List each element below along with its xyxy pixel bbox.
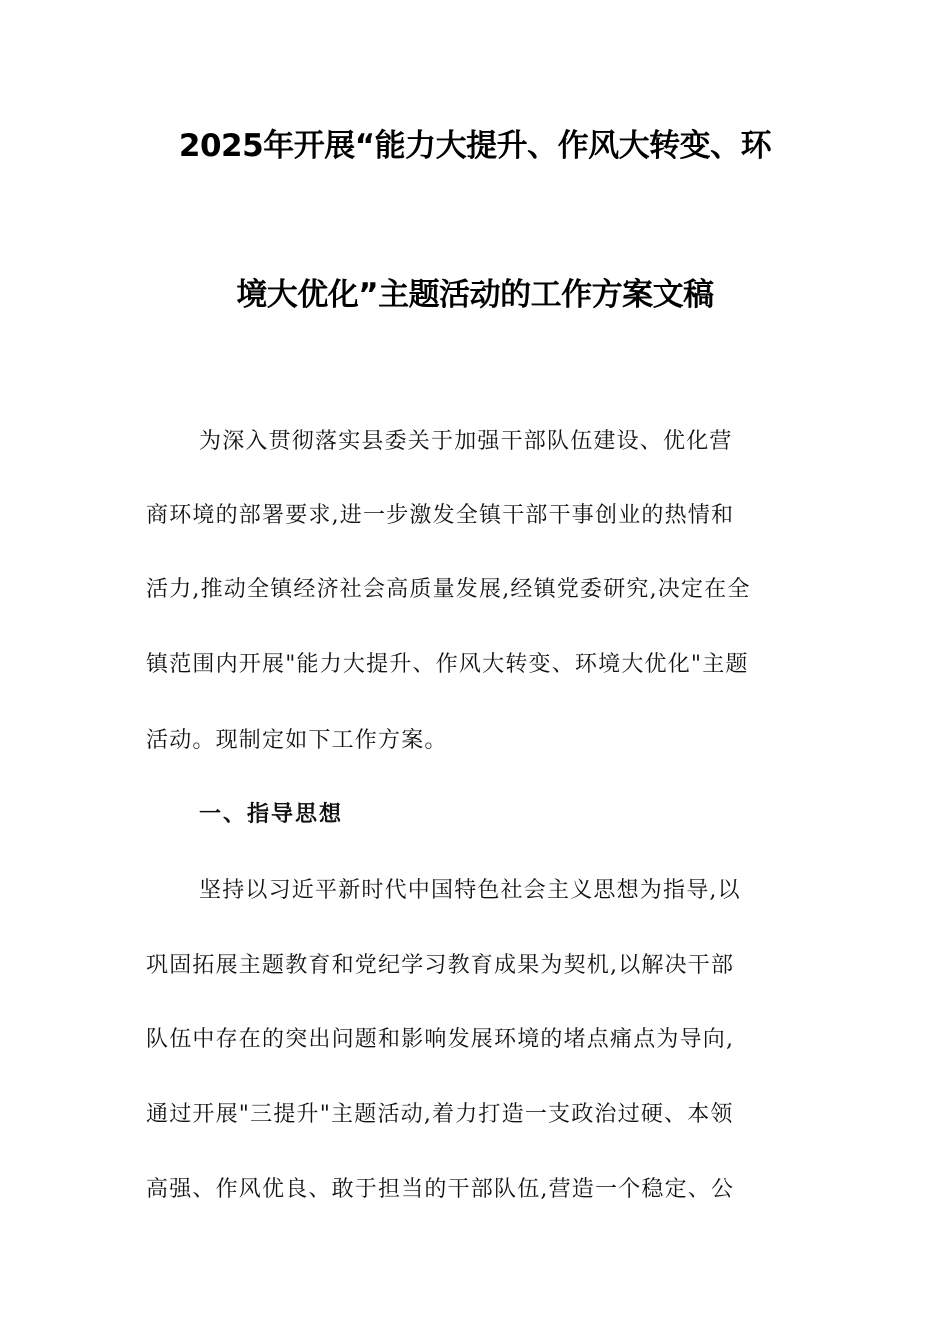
intro-paragraph-line-4: 镇范围内开展"能力大提升、作风大转变、环境大优化"主题 <box>146 652 749 677</box>
section-heading-guiding-ideology: 一、指导思想 <box>199 802 344 827</box>
document-title-line-2: 境大优化”主题活动的工作方案文稿 <box>236 277 714 313</box>
document-title-line-1: 2025年开展“能力大提升、作风大转变、环 <box>178 128 772 164</box>
section1-paragraph-line-4: 通过开展"三提升"主题活动,着力打造一支政治过硬、本领 <box>146 1102 734 1127</box>
section1-paragraph-line-5: 高强、作风优良、敢于担当的干部队伍,营造一个稳定、公 <box>146 1177 735 1202</box>
intro-paragraph-line-2: 商环境的部署要求,进一步激发全镇干部干事创业的热情和 <box>146 503 735 528</box>
section1-paragraph-line-1: 坚持以习近平新时代中国特色社会主义思想为指导,以 <box>199 878 741 903</box>
intro-paragraph-line-1: 为深入贯彻落实县委关于加强干部队伍建设、优化营 <box>199 429 733 454</box>
intro-paragraph-line-3: 活力,推动全镇经济社会高质量发展,经镇党委研究,决定在全 <box>146 577 751 602</box>
section1-paragraph-line-2: 巩固拓展主题教育和党纪学习教育成果为契机,以解决干部 <box>146 953 735 978</box>
intro-paragraph-line-5: 活动。现制定如下工作方案。 <box>146 728 448 753</box>
section1-paragraph-line-3: 队伍中存在的突出问题和影响发展环境的堵点痛点为导向, <box>146 1027 735 1052</box>
